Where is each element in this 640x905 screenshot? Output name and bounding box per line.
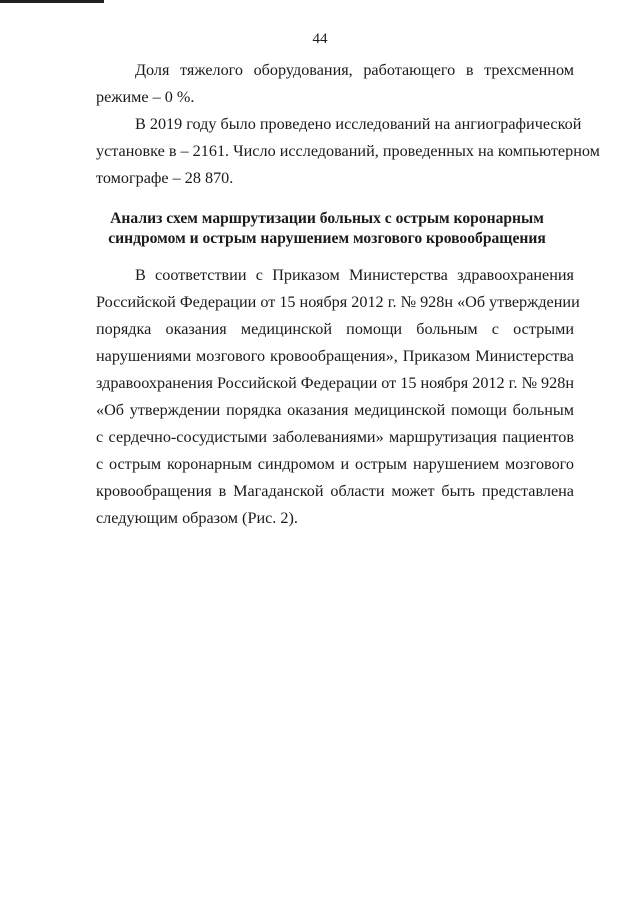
text-line: здравоохранения Российской Федерации от 15 ноября 2012 г. № 928н bbox=[96, 374, 575, 392]
text-line: томографе – 28 870. bbox=[96, 169, 234, 187]
top-rule bbox=[0, 0, 104, 3]
text-line: кровообращения в Магаданской области может быть представлена bbox=[96, 482, 574, 500]
text-line: Доля тяжелого оборудования, работающего в трехсменном bbox=[135, 61, 574, 79]
text-line: порядка оказания медицинской помощи больным с острыми bbox=[96, 320, 574, 338]
text-line: следующим образом (Рис. 2). bbox=[96, 509, 298, 527]
text-line: «Об утверждении порядка оказания медицинской помощи больным bbox=[96, 401, 574, 419]
text-line: Российской Федерации от 15 ноября 2012 г. № 928н «Об утверждении bbox=[96, 293, 580, 311]
text-line: с сердечно-сосудистыми заболеваниями» маршрутизация пациентов bbox=[96, 428, 574, 446]
heading-line: синдромом и острым нарушением мозгового кровообращения bbox=[108, 230, 546, 247]
heading-line: Анализ схем маршрутизации больных с острым коронарным bbox=[110, 210, 544, 227]
text-line: нарушениями мозгового кровообращения», Приказом Министерства bbox=[96, 347, 574, 365]
text-line: режиме – 0 %. bbox=[96, 88, 195, 106]
text-line: установке в – 2161. Число исследований, проведенных на компьютерном bbox=[96, 142, 600, 160]
text-line: В 2019 году было проведено исследований на ангиографической bbox=[135, 115, 582, 133]
text-line: В соответствии с Приказом Министерства здравоохранения bbox=[135, 266, 574, 284]
page-number: 44 bbox=[312, 31, 328, 47]
text-line: с острым коронарным синдромом и острым нарушением мозгового bbox=[96, 455, 574, 473]
